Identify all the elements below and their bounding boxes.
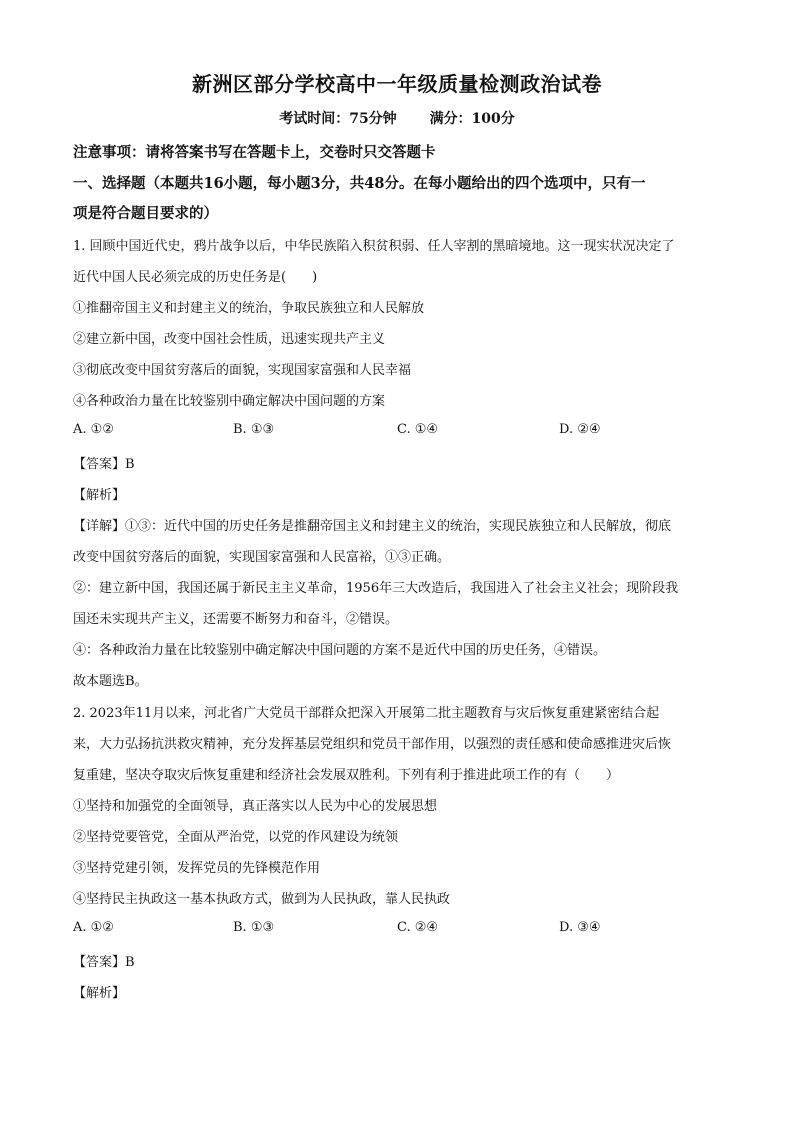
q2-stem-line2: 来，大力弘扬抗洪救灾精神，充分发挥基层党组织和党员干部作用，以强烈的责任感和使命感推进灾后恢 bbox=[73, 737, 672, 752]
q1-detail-line: 【详解】①③：近代中国的历史任务是推翻帝国主义和封建主义的统治，实现民族独立和人民解放，彻底 bbox=[73, 519, 672, 534]
q2-stem-line1: 2. 2023年11月以来，河北省广大党员干部群众把深入开展第二批主题教育与灾后恢复重建紧密结合起 bbox=[73, 706, 660, 721]
q2-option-b: B. ①③ bbox=[233, 920, 275, 935]
q1-answer: 【答案】B bbox=[73, 457, 135, 472]
q1-option-c: C. ①④ bbox=[397, 422, 439, 437]
section-heading-line2: 项是符合题目要求的） bbox=[73, 205, 218, 222]
exam-meta bbox=[0, 108, 794, 128]
q1-detail-line: ④：各种政治力量在比较鉴别中确定解决中国问题的方案不是近代中国的历史任务，④错误。 bbox=[73, 643, 607, 658]
q1-stem-line2: 近代中国人民必须完成的历史任务是( ) bbox=[73, 270, 318, 285]
q2-item: ①坚持和加强党的全面领导，真正落实以人民为中心的发展思想 bbox=[73, 799, 438, 814]
q1-option-d: D. ②④ bbox=[559, 422, 601, 437]
q1-detail-line: 改变中国贫穷落后的面貌，实现国家富强和人民富裕，①③正确。 bbox=[73, 550, 451, 565]
q2-item: ④坚持民主执政这一基本执政方式，做到为人民执政，靠人民执政 bbox=[73, 892, 451, 907]
page-title: 新洲区部分学校高中一年级质量检测政治试卷 bbox=[192, 72, 602, 96]
q1-option-a: A. ①② bbox=[73, 422, 114, 437]
q2-item: ③坚持党建引领，发挥党员的先锋模范作用 bbox=[73, 861, 321, 876]
q1-item: ①推翻帝国主义和封建主义的统治，争取民族独立和人民解放 bbox=[73, 301, 425, 316]
q2-stem-line3: 复重建，坚决夺取灾后恢复重建和经济社会发展双胜利。下列有利于推进此项工作的有（ ） bbox=[73, 768, 620, 783]
q1-detail-line: ②：建立新中国，我国还属于新民主主义革命，1956年三大改造后，我国进入了社会主义社会；现阶段我 bbox=[73, 581, 679, 596]
q1-item: ②建立新中国，改变中国社会性质，迅速实现共产主义 bbox=[73, 332, 386, 347]
exam-score: 满分：100分 bbox=[429, 111, 515, 127]
q2-answer: 【答案】B bbox=[73, 955, 135, 970]
q2-option-d: D. ③④ bbox=[559, 920, 601, 935]
q1-item: ④各种政治力量在比较鉴别中确定解决中国问题的方案 bbox=[73, 394, 386, 409]
q2-option-c: C. ②④ bbox=[397, 920, 439, 935]
q1-detail-line: 国还未实现共产主义，还需要不断努力和奋斗，②错误。 bbox=[73, 612, 399, 627]
q1-analysis-label: 【解析】 bbox=[73, 488, 126, 503]
q2-option-a: A. ①② bbox=[73, 920, 114, 935]
q1-option-b: B. ①③ bbox=[233, 422, 275, 437]
notice: 注意事项：请将答案书写在答题卡上，交卷时只交答题卡 bbox=[73, 144, 436, 161]
section-heading-line1: 一、选择题（本题共16小题，每小题3分，共48分。在每小题给出的四个选项中，只有一 bbox=[73, 175, 646, 192]
q2-item: ②坚持党要管党，全面从严治党，以党的作风建设为统领 bbox=[73, 830, 399, 845]
exam-time: 考试时间：75分钟 bbox=[279, 111, 397, 127]
q1-stem-line1: 1. 回顾中国近代史，鸦片战争以后，中华民族陷入积贫积弱、任人宰割的黑暗境地。这一现实状况决定了 bbox=[73, 239, 675, 254]
q1-item: ③彻底改变中国贫穷落后的面貌，实现国家富强和人民幸福 bbox=[73, 363, 412, 378]
q1-detail-line: 故本题选B。 bbox=[73, 674, 148, 689]
q2-analysis-label: 【解析】 bbox=[73, 986, 126, 1001]
